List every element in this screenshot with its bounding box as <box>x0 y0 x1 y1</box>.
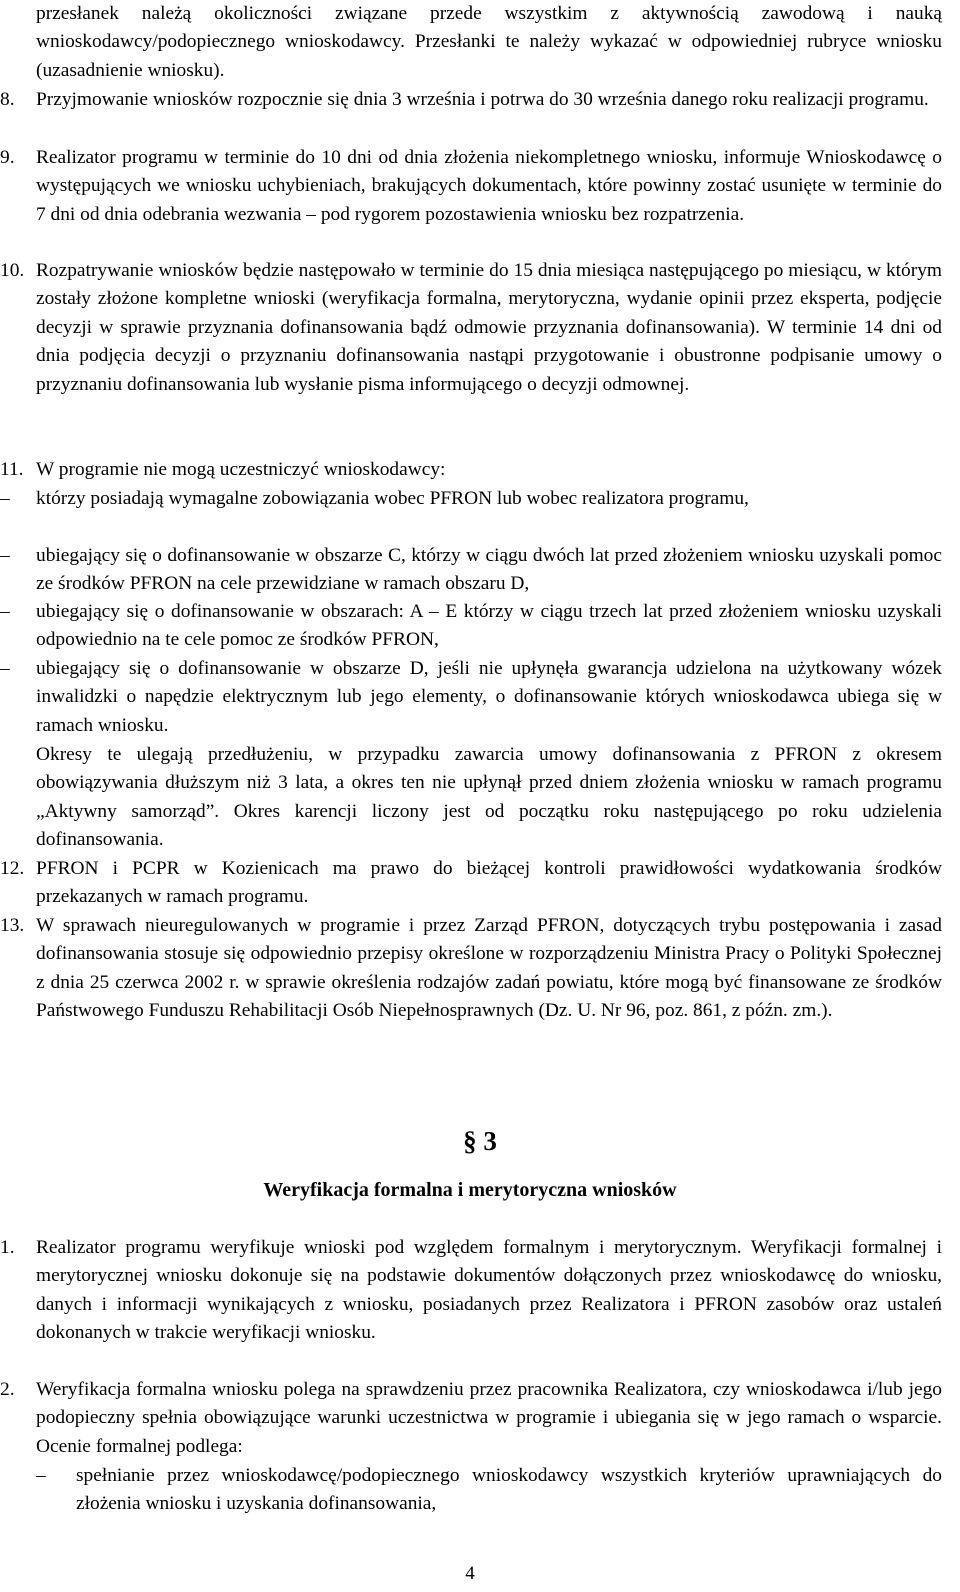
bullet-text: ubiegający się o dofinansowanie w obszarze C, którzy w ciągu dwóch lat przed złożeniem wniosku uzyskali pomoc ze środków PFRON na cele przewidziane w ramach obszaru D, <box>36 545 942 595</box>
item-text: W sprawach nieuregulowanych w programie i przez Zarząd PFRON, dotyczących trybu postępowania i zasad dofinansowania stosuje się odpowiednio przepisy określone w rozporządzeniu Ministra Pracy o Polityki Społecznej z dnia 25 czerwca 2002 r. w sprawie określenia rodzajów zadań powiatu, które mogą być finansowane ze środków Państwowego Funduszu Rehabilitacji Osób Niepełnosprawnych (Dz. U. Nr 96, poz. 861, z późn. zm.). <box>36 915 942 1022</box>
intro-paragraph: przesłanek należą okoliczności związane przede wszystkim z aktywnością zawodową i nauką wnioskodawcy/podopiecznego wnioskodawcy. Przesłanki te należy wykazać w odpowiedniej rubryce wniosku (uzasadnienie wniosku). <box>36 3 942 81</box>
item-number: 11. <box>0 459 24 480</box>
item-text: Rozpatrywanie wniosków będzie następowało w terminie do 15 dnia miesiąca następującego po miesiącu, w którym zostały złożone kompletne wnioski (weryfikacja formalna, merytoryczna, wydanie opinii przez eksperta, podjęcie decyzji w sprawie przyznania dofinansowania bądź odmowie przyznania dofinansowania). W terminie 14 dni od dnia podjęcia decyzji o przyznaniu dofinansowania nastąpi przygotowanie i obustronne podpisanie umowy o przyznaniu dofinansowania lub wysłanie pisma informującego o decyzji odmownej. <box>36 260 942 395</box>
list-item-2 <box>0 1376 942 1461</box>
bullet-item <box>0 598 942 655</box>
bullet-text: ubiegający się o dofinansowanie w obszarach: A – E którzy w ciągu trzech lat przed złożeniem wniosku uzyskali odpowiednio na te cele pomoc ze środków PFRON, <box>36 601 942 651</box>
item-text: W programie nie mogą uczestniczyć wnioskodawcy: <box>36 459 446 480</box>
bullet-item <box>36 1462 942 1519</box>
dash-marker: – <box>0 488 10 509</box>
item-text: Przyjmowanie wniosków rozpocznie się dnia 3 września i potrwa do 30 września danego roku realizacji programu. <box>36 89 929 110</box>
bullet-item <box>0 485 942 513</box>
bullet-item <box>0 655 942 740</box>
section-symbol: § 3 <box>463 1126 497 1156</box>
bullet-text: ubiegający się o dofinansowanie w obszarze D, jeśli nie upłynęła gwarancja udzielona na użytkowany wózek inwalidzki o napędzie elektrycznym lub jego elementy, o dofinansowanie których wnioskodawca ubiega się w ramach wniosku. <box>36 658 942 736</box>
list-item-10 <box>0 257 942 399</box>
item-number: 10. <box>0 260 25 281</box>
note-paragraph: Okresy te ulegają przedłużeniu, w przypadku zawarcia umowy dofinansowania z PFRON z okresem obowiązywania dłuższym niż 3 lata, a okres ten nie upłynął przed dniem złożenia wniosku w ramach programu „Aktywny samorząd”. Okres karencji liczony jest od początku roku następującego po roku udzielenia dofinansowania. <box>36 744 942 851</box>
list-item-12 <box>0 855 942 912</box>
list-item-13 <box>0 912 942 1026</box>
item-number: 1. <box>0 1237 15 1258</box>
item-number: 8. <box>0 89 15 110</box>
item-text: Realizator programu weryfikuje wnioski pod względem formalnym i merytorycznym. Weryfikacji formalnej i merytorycznej wniosku dokonuje się na podstawie dokumentów dołączonych przez wnioskodawcę do wniosku, danych i informacji wynikających z wniosku, posiadanych przez Realizatora i PFRON zasobów oraz ustaleń dokonanych w trakcie weryfikacji wniosku. <box>36 1237 942 1344</box>
list-item-1 <box>0 1234 942 1348</box>
item-text: Weryfikacja formalna wniosku polega na sprawdzeniu przez pracownika Realizatora, czy wnioskodawca i/lub jego podopieczny spełnia obowiązujące warunki uczestnictwa w programie i ubiegania się w jego ramach o wsparcie. Ocenie formalnej podlega: <box>36 1379 942 1457</box>
item-number: 12. <box>0 858 25 879</box>
list-item-9 <box>0 144 942 229</box>
dash-marker: – <box>0 601 10 622</box>
dash-marker: – <box>36 1465 46 1486</box>
list-item-8 <box>0 86 942 114</box>
bullet-item <box>0 542 942 599</box>
item-text: Realizator programu w terminie do 10 dni od dnia złożenia niekompletnego wniosku, informuje Wnioskodawcę o występujących we wniosku uchybieniach, brakujących dokumentach, które powinny zostać usunięte w terminie do 7 dni od dnia odebrania wezwania – pod rygorem pozostawienia wniosku bez rozpatrzenia. <box>36 147 942 225</box>
bullet-text: którzy posiadają wymagalne zobowiązania wobec PFRON lub wobec realizatora programu, <box>36 488 749 509</box>
item-number: 13. <box>0 915 25 936</box>
dash-marker: – <box>0 658 10 679</box>
bullet-text: spełnianie przez wnioskodawcę/podopiecznego wnioskodawcy wszystkich kryteriów uprawniających do złożenia wniosku i uzyskania dofinansowania, <box>76 1465 942 1515</box>
dash-marker: – <box>0 545 10 566</box>
list-item-11 <box>0 456 942 484</box>
page-number: 4 <box>465 1563 475 1584</box>
section-title: Weryfikacja formalna i merytoryczna wniosków <box>263 1179 677 1201</box>
item-number: 2. <box>0 1379 15 1400</box>
item-text: PFRON i PCPR w Kozienicach ma prawo do bieżącej kontroli prawidłowości wydatkowania środków przekazanych w ramach programu. <box>36 858 942 908</box>
item-number: 9. <box>0 147 15 168</box>
